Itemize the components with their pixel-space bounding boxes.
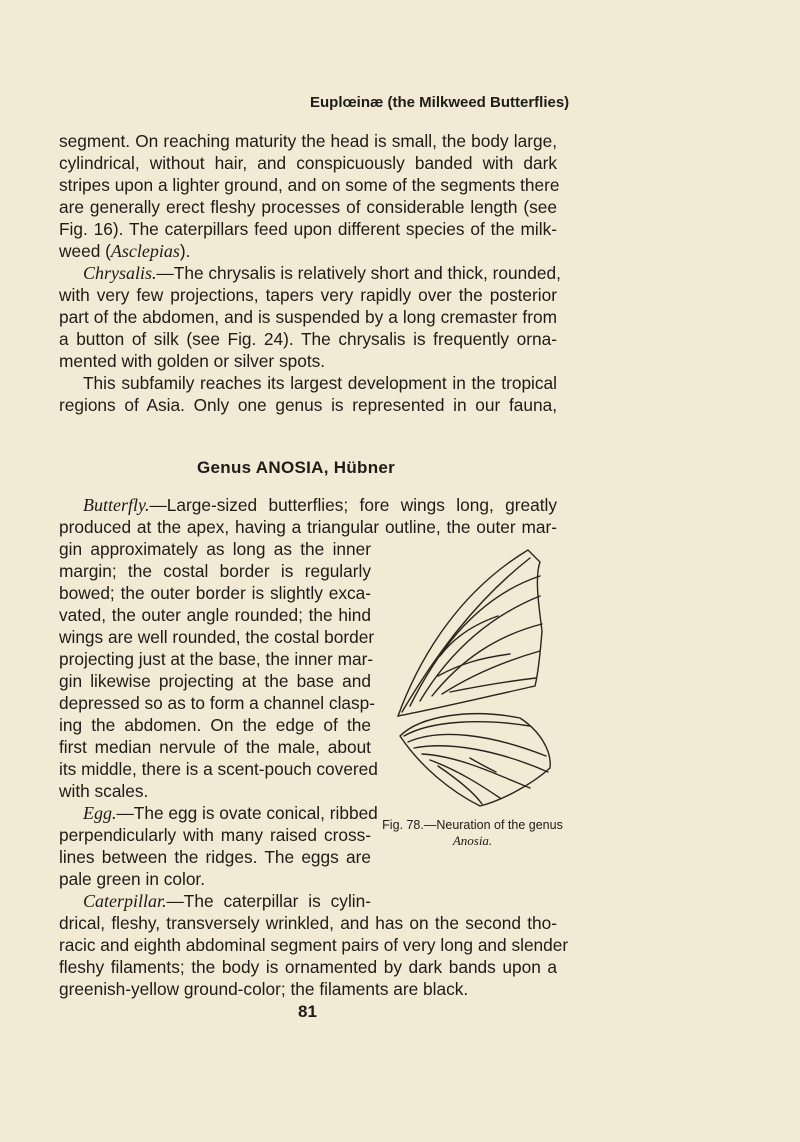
text-line: gin approximately as long as the inner [59,539,371,559]
text-line: racic and eighth abdominal segment pairs of very long and slender [59,935,569,955]
text-line: segment. On reaching maturity the head is small, the body large, [59,131,557,151]
text-run: ). [179,241,191,261]
text-line: part of the abdomen, and is suspended by a long cremaster from [59,307,557,327]
running-head: Euplœinæ (the Milkweed Butterflies) [310,94,570,111]
section-label-caterpillar: Caterpillar. [83,891,167,911]
text-line: cylindrical, without hair, and conspicuously banded with dark [59,153,557,173]
text-run: —The chrysalis is relatively short and thick, rounded, [156,263,561,283]
text-line: Fig. 16). The caterpillars feed upon different species of the milk- [59,219,557,239]
text-line: drical, fleshy, transversely wrinkled, and has on the second tho- [59,913,557,933]
text-line: are generally erect fleshy processes of considerable length (see [59,197,557,217]
text-run: —The egg is ovate conical, ribbed [116,803,378,823]
text-line [59,240,557,262]
text-line: vated, the outer angle rounded; the hind [59,605,371,625]
text-line: margin; the costal border is regularly [59,561,371,581]
text-line: produced at the apex, having a triangular outline, the outer mar- [59,517,557,537]
section-label-butterfly: Butterfly. [83,495,150,515]
text-run: weed ( [59,241,111,261]
text-line: This subfamily reaches its largest development in the tropical [83,373,557,393]
text-line: projecting just at the base, the inner mar- [59,649,374,669]
text-line [59,262,561,284]
text-line: pale green in color. [59,869,206,889]
text-line: with very few projections, tapers very rapidly over the posterior [59,285,557,305]
text-line: ing the abdomen. On the edge of the [59,715,371,735]
text-line [59,802,378,824]
text-line: depressed so as to form a channel clasp- [59,693,376,713]
text-line: its middle, there is a scent-pouch covered [59,759,378,779]
text-line: with scales. [59,781,149,801]
genus-heading: Genus ANOSIA, Hübner [197,458,396,477]
text-line: wings are well rounded, the costal border [59,627,375,647]
wing-neuration-figure [380,536,565,818]
text-line: gin likewise projecting at the base and [59,671,371,691]
section-label-egg: Egg. [83,803,117,823]
text-line: perpendicularly with many raised cross- [59,825,371,845]
text-line: first median nervule of the male, about [59,737,371,757]
text-line: lines between the ridges. The eggs are [59,847,371,867]
italic-term: Asclepias [110,241,180,261]
text-line: bowed; the outer border is slightly exca- [59,583,371,603]
page-number: 81 [298,1002,317,1021]
section-label-chrysalis: Chrysalis. [83,263,157,283]
figure-caption [380,818,565,849]
text-run: —Large-sized butterflies; fore wings long, greatly [149,495,557,515]
text-line: fleshy filaments; the body is ornamented by dark bands upon a [59,957,557,977]
caption-text: Fig. 78.—Neuration of the genus [382,818,563,832]
text-line: mented with golden or silver spots. [59,351,326,371]
text-run: —The caterpillar is cylin- [166,891,371,911]
text-line: greenish-yellow ground-color; the filaments are black. [59,979,469,999]
text-line: regions of Asia. Only one genus is represented in our fauna, [59,395,557,415]
text-line [59,890,371,912]
text-line [59,494,557,516]
text-line: stripes upon a lighter ground, and on some of the segments there [59,175,560,195]
text-line: a button of silk (see Fig. 24). The chrysalis is frequently orna- [59,329,557,349]
wing-neuration-illustration [380,536,565,818]
caption-italic: Anosia. [452,833,493,848]
